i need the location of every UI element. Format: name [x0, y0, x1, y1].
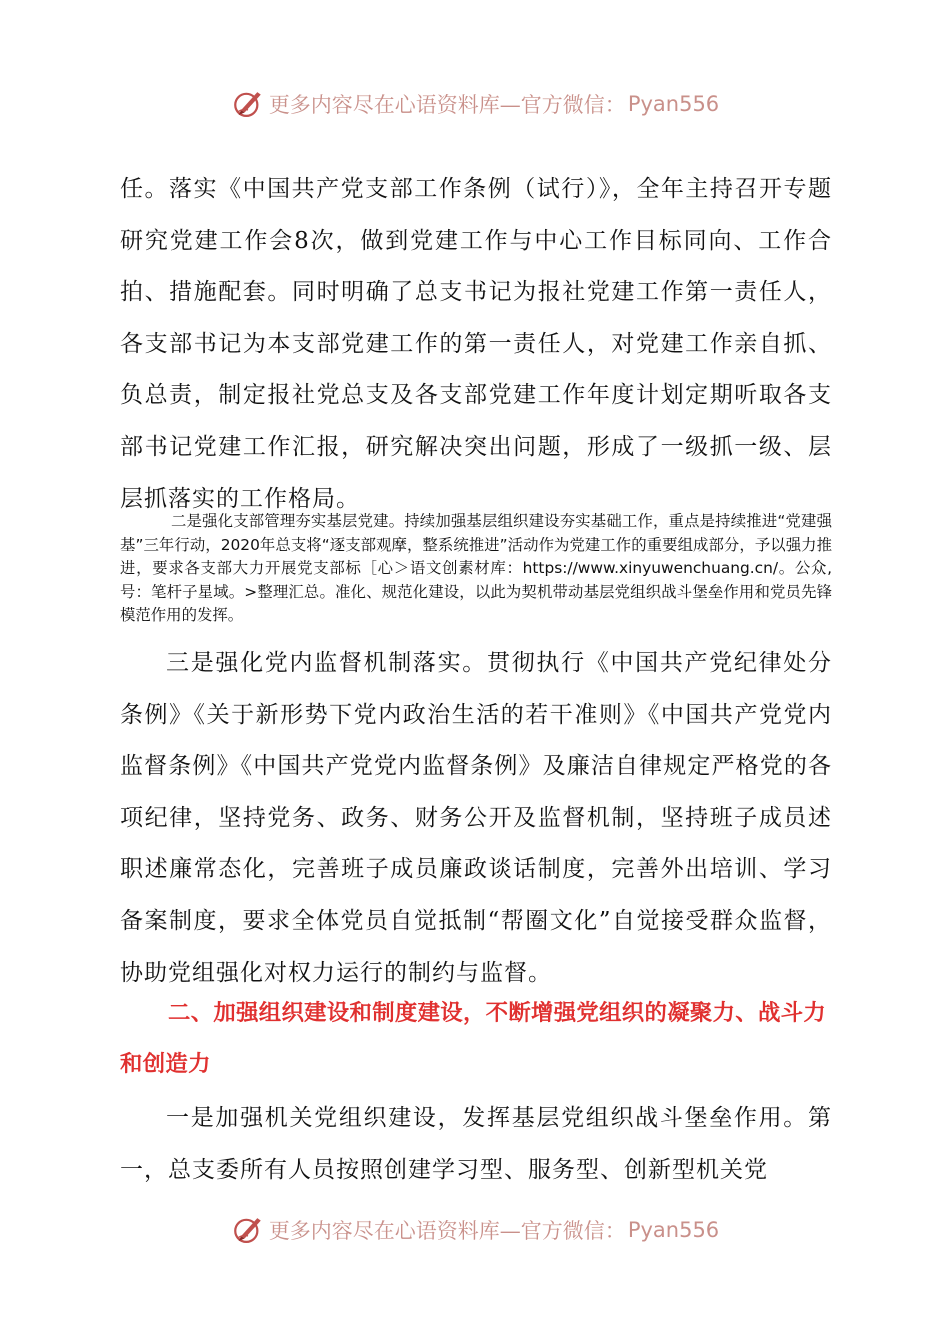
- banner-contact: Pyan556: [627, 92, 720, 116]
- paragraph-1: 任。落实《中国共产党支部工作条例（试行）》，全年主持召开专题研究党建工作会8次，做到党建工作与中心工作目标同向、工作合拍、措施配套。同时明确了总支书记为报社党建工作第一责任人，各支部书记为本支部党建工作的第一责任人，对党建工作亲自抓、负总责，制定报社党总支及各支部党建工作年度计划定期听取各支部书记党建工作汇报，研究解决突出问题，形成了一级抓一级、层层抓落实的工作格局。: [120, 176, 832, 512]
- banner-text: 更多内容尽在心语资料库—官方微信：: [268, 1219, 626, 1243]
- banner-contact: Pyan556: [627, 1218, 720, 1242]
- section-heading: 二、加强组织建设和制度建设，不断增强党组织的凝聚力、战斗力和创造力: [120, 1000, 827, 1077]
- paragraph-5: 一是加强机关党组织建设，发挥基层党组织战斗堡垒作用。第一，总支委所有人员按照创建学习型、服务型、创新型机关党: [120, 1105, 832, 1183]
- pen-logo-icon: [231, 87, 265, 121]
- paragraph-3: 三是强化党内监督机制落实。贯彻执行《中国共产党纪律处分条例》《关于新形势下党内政治生活的若干准则》《中国共产党党内监督条例》《中国共产党党内监督条例》及廉洁自律规定严格党的各项纪律，坚持党务、政务、财务公开及监督机制，坚持班子成员述职述廉常态化，完善班子成员廉政谈话制度，完善外出培训、学习备案制度，要求全体党员自觉抵制“帮圈文化”自觉接受群众监督，协助党组强化对权力运行的制约与监督。: [120, 650, 832, 986]
- paragraph-2: 二是强化支部管理夯实基层党建。持续加强基层组织建设夯实基础工作，重点是持续推进“党建强基”三年行动，2020年总支将“逐支部观摩，整系统推进”活动作为党建工作的重要组成部分，予以强力推进，要求各支部大力开展党支部标［心＞语文创素材库：https://www.xinyuwenchuang.cn/。公众,号：笔杆子星域。>整理汇总。准化、规范化建设，以此为契机带动基层党组织战斗堡垒作用和党员先锋模范作用的发挥。: [120, 512, 832, 625]
- footer-banner: [0, 1210, 950, 1250]
- pen-logo-icon: [231, 1213, 265, 1247]
- header-banner: [0, 84, 950, 124]
- banner-text: 更多内容尽在心语资料库—官方微信：: [268, 93, 626, 117]
